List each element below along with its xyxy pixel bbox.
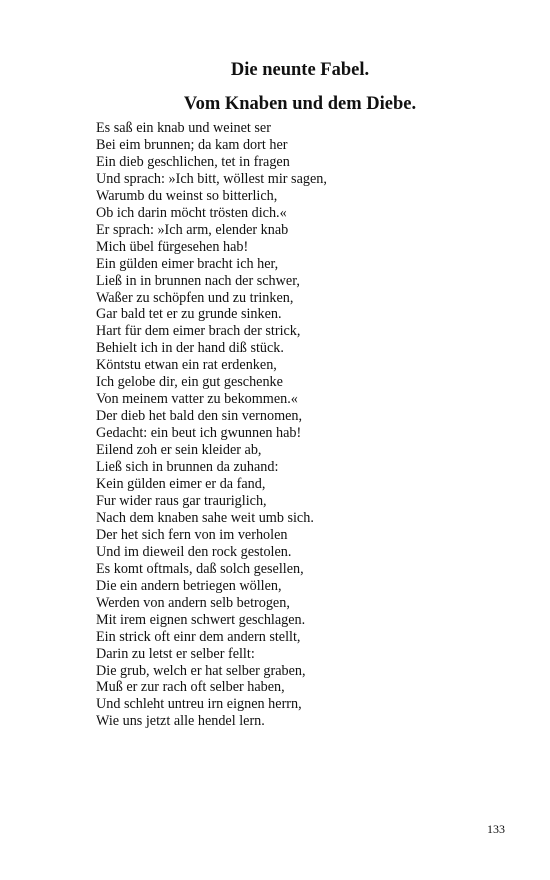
poem-line: Und im dieweil den rock gestolen. — [96, 543, 292, 560]
poem-line: Und sprach: »Ich bitt, wöllest mir sagen, — [96, 170, 327, 187]
fable-number-heading: Die neunte Fabel. — [230, 60, 370, 80]
poem-line: Köntstu etwan ein rat erdenken, — [96, 357, 277, 374]
poem-line: Es saß ein knab und weinet ser — [96, 120, 271, 136]
poem-text — [96, 120, 327, 730]
poem-line: Muß er zur rach oft selber haben, — [96, 679, 285, 696]
poem-line: Kein gülden eimer er da fand, — [96, 476, 266, 493]
poem-line: Darin zu letst er selber fellt: — [96, 645, 255, 662]
poem-line: Die ein andern betriegen wöllen, — [96, 577, 282, 594]
poem-line: Werden von andern selb betrogen, — [96, 594, 290, 611]
poem-line: Mit irem eignen schwert geschlagen. — [96, 611, 306, 628]
poem-line: Die grub, welch er hat selber graben, — [96, 662, 306, 679]
poem-line: Wie uns jetzt alle hendel lern. — [96, 713, 265, 730]
poem-line: Von meinem vatter zu bekommen.« — [96, 391, 298, 408]
poem-line: Ließ in in brunnen nach der schwer, — [96, 272, 300, 289]
poem-line: Ein dieb geschlichen, tet in fragen — [96, 153, 290, 170]
poem-line: Ich gelobe dir, ein gut geschenke — [96, 374, 283, 391]
page-number: 133 — [487, 822, 505, 836]
poem-line: Gedacht: ein beut ich gwunnen hab! — [96, 425, 302, 442]
poem-line: Nach dem knaben sahe weit umb sich. — [96, 509, 314, 526]
poem-line: Ließ sich in brunnen da zuhand: — [96, 459, 279, 476]
poem-line: Und schleht untreu irn eignen herrn, — [96, 696, 302, 713]
poem-line: Bei eim brunnen; da kam dort her — [96, 136, 288, 153]
poem-line: Behielt ich in der hand diß stück. — [96, 340, 284, 357]
poem-line: Der het sich fern von im verholen — [96, 526, 288, 543]
poem-line: Der dieb het bald den sin vernomen, — [96, 408, 303, 425]
poem-line: Es komt oftmals, daß solch gesellen, — [96, 560, 304, 577]
poem-line: Waßer zu schöpfen und zu trinken, — [96, 289, 294, 306]
poem-line: Eilend zoh er sein kleider ab, — [96, 442, 262, 459]
poem-line: Ein strick oft einr dem andern stellt, — [96, 628, 301, 645]
poem-line: Mich übel fürgesehen hab! — [96, 238, 249, 255]
poem-line: Er sprach: »Ich arm, elender knab — [96, 221, 289, 238]
poem-line: Ein gülden eimer bracht ich her, — [96, 255, 279, 272]
poem-line: Fur wider raus gar trauriglich, — [96, 492, 267, 509]
poem-line: Warumb du weinst so bitterlich, — [96, 187, 278, 204]
poem-line: Hart für dem eimer brach der strick, — [96, 323, 301, 340]
poem-line: Gar bald tet er zu grunde sinken. — [96, 306, 282, 323]
fable-title-heading: Vom Knaben und dem Diebe. — [183, 94, 417, 114]
poem-line: Ob ich darin möcht trösten dich.« — [96, 204, 287, 221]
